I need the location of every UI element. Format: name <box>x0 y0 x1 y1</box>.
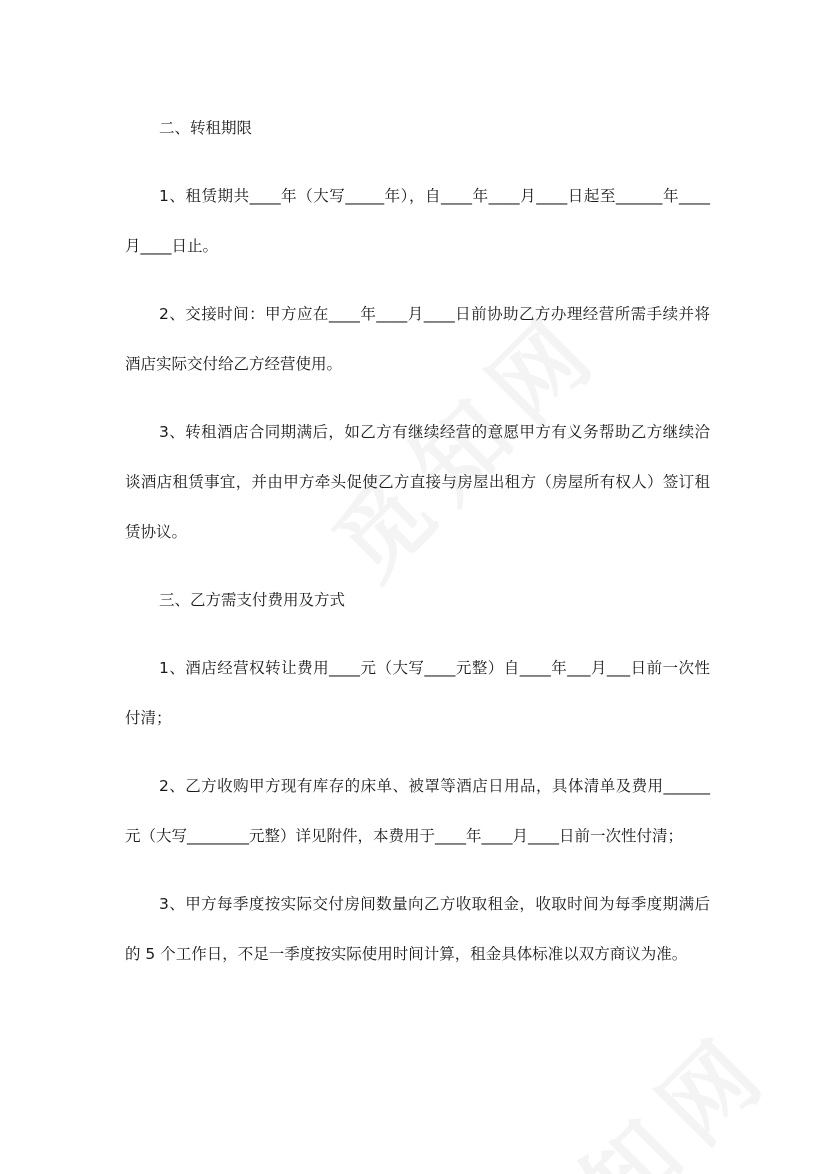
paragraph-rent: 3、甲方每季度按实际交付房间数量向乙方收取租金，收取时间为每季度期满后的 5 个工作日，不足一季度按实际使用时间计算，租金具体标准以双方商议为准。 <box>125 895 710 963</box>
document-body <box>125 103 710 997</box>
paragraph-lease-renewal: 3、转租酒店合同期满后，如乙方有继续经营的意愿甲方有义务帮助乙方继续洽谈酒店租赁事宜，并由甲方牵头促使乙方直接与房屋出租方（房屋所有权人）签订租赁协议。 <box>125 423 710 541</box>
paragraph-transfer-fee: 1、酒店经营权转让费用____元（大写____元整）自____年___月___日前一次性付清； <box>125 659 710 727</box>
section-heading-lease-term: 二、转租期限 <box>159 119 253 137</box>
paragraph-supplies-fee: 2、乙方收购甲方现有库存的床单、被罩等酒店日用品，具体清单及费用______元（大写________元整）详见附件，本费用于____年____月____日前一次性付清； <box>125 777 710 845</box>
watermark <box>470 997 797 1174</box>
paragraph-handover-time: 2、交接时间：甲方应在____年____月____日前协助乙方办理经营所需手续并将酒店实际交付给乙方经营使用。 <box>125 305 710 373</box>
section-heading-payment: 三、乙方需支付费用及方式 <box>159 591 346 609</box>
paragraph-lease-period: 1、租赁期共____年（大写_____年），自____年____月____日起至______年____月____日止。 <box>125 187 710 255</box>
